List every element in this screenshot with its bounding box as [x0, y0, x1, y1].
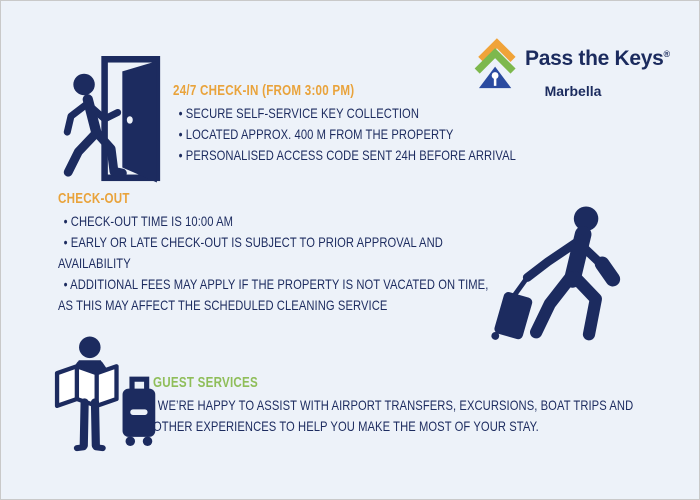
checkin-heading: 24/7 CHECK-IN (FROM 3:00 PM)	[173, 83, 355, 99]
traveler-pulling-suitcase-icon	[488, 204, 643, 346]
checkin-bullet: • SECURE SELF-SERVICE KEY COLLECTION	[173, 103, 533, 124]
door-entry-icon	[57, 53, 169, 185]
registered-mark: ®	[663, 49, 670, 59]
checkin-bullet: • PERSONALISED ACCESS CODE SENT 24H BEFORE ARRIVAL	[173, 145, 533, 166]
guest-services-section	[153, 374, 645, 437]
logo-location: Marbella	[544, 83, 602, 99]
walk-through-door-icon	[57, 53, 169, 185]
checkout-bullet: • ADDITIONAL FEES MAY APPLY IF THE PROPERTY IS NOT VACATED ON TIME, AS THIS MAY AFFECT THE SCHEDULED CLEANING SERVICE	[58, 274, 502, 316]
logo-brand-text: Pass the Keys	[525, 47, 664, 70]
guest-services-body: WE’RE HAPPY TO ASSIST WITH AIRPORT TRANSFERS, EXCURSIONS, BOAT TRIPS AND OTHER EXPERIENCES TO HELP YOU MAKE THE MOST OF YOUR STAY.	[153, 397, 634, 434]
checkin-section	[173, 82, 533, 166]
luggage-traveler-icon	[488, 204, 643, 346]
guest-services-heading: GUEST SERVICES	[153, 375, 258, 391]
map-reader-icon	[45, 334, 157, 464]
checkout-bullet-list	[58, 211, 502, 316]
checkin-bullet-list	[173, 103, 533, 166]
checkin-bullet: • LOCATED APPROX. 400 M FROM THE PROPERTY	[173, 124, 533, 145]
checkout-heading: CHECK-OUT	[58, 191, 130, 207]
tourist-with-map-icon	[45, 334, 157, 464]
checkout-section	[58, 190, 502, 316]
checkout-bullet: • EARLY OR LATE CHECK-OUT IS SUBJECT TO PRIOR APPROVAL AND AVAILABILITY	[58, 232, 502, 274]
logo-brand-name	[525, 47, 670, 71]
checkout-bullet: • CHECK-OUT TIME IS 10:00 AM	[58, 211, 502, 232]
